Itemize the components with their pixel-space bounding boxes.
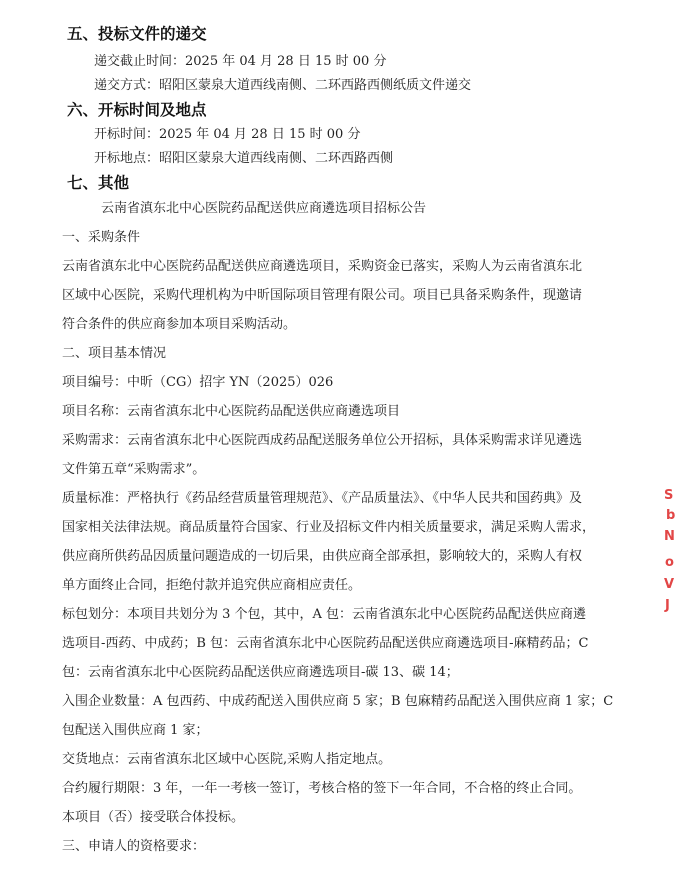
seal-fragment: N (664, 529, 675, 544)
section7-heading: 七、其他 (67, 174, 130, 192)
lot-line: 包：云南省滇东北中心医院药品配送供应商遴选项目-碳 13、碳 14； (62, 665, 459, 680)
section5-heading: 五、投标文件的递交 (67, 25, 207, 43)
conditions-line: 符合条件的供应商参加本项目采购活动。 (62, 317, 297, 332)
submission-method: 递交方式：昭阳区蒙泉大道西线南侧、二环西路西侧纸质文件递交 (94, 78, 472, 93)
lot-line: 选项目-西药、中成药；B 包：云南省滇东北中心医院药品配送供应商遴选项目-麻精药品；C (62, 636, 589, 651)
opening-time: 开标时间：2025 年 04 月 28 日 15 时 00 分 (94, 127, 361, 142)
demand-line: 文件第五章“采购需求”。 (62, 462, 206, 477)
opening-place: 开标地点：昭阳区蒙泉大道西线南侧、二环西路西侧 (94, 151, 394, 166)
qualification-heading: 三、申请人的资格要求： (62, 839, 206, 854)
section6-heading: 六、开标时间及地点 (67, 101, 207, 119)
project-name: 项目名称：云南省滇东北中心医院药品配送供应商遴选项目 (62, 404, 401, 419)
quality-line: 质量标准：严格执行《药品经营质量管理规范》、《产品质量法》、《中华人民共和国药典》及 (62, 491, 583, 506)
supplier-count-line: 包配送入围供应商 1 家； (62, 723, 209, 738)
submission-deadline: 递交截止时间：2025 年 04 月 28 日 15 时 00 分 (94, 54, 387, 69)
quality-line: 供应商所供药品因质量问题造成的一切后果，由供应商全部承担，影响较大的，采购人有权 (62, 549, 583, 564)
quality-line: 国家相关法律法规。商品质量符合国家、行业及招标文件内相关质量要求，满足采购人需求， (62, 520, 596, 535)
quality-line: 单方面终止合同，拒绝付款并追究供应商相应责任。 (62, 578, 362, 593)
supplier-count-line: 入围企业数量：A 包西药、中成药配送入围供应商 5 家；B 包麻精药品配送入围供应商 1 家；C (62, 694, 614, 709)
conditions-line: 云南省滇东北中心医院药品配送供应商遴选项目，采购资金已落实，采购人为云南省滇东北 (62, 259, 583, 274)
project-basics-heading: 二、项目基本情况 (62, 346, 167, 361)
contract-term: 合约履行期限：3 年，一年一考核一签订，考核合格的签下一年合同，不合格的终止合同。 (62, 781, 582, 796)
demand-line: 采购需求：云南省滇东北中心医院西成药品配送服务单位公开招标，具体采购需求详见遴选 (62, 433, 583, 448)
project-number: 项目编号：中昕（CG）招字 YN（2025）026 (62, 375, 334, 390)
seal-fragment: S (664, 488, 674, 503)
seal-fragment: o (665, 555, 674, 570)
consortium-note: 本项目（否）接受联合体投标。 (62, 810, 245, 825)
conditions-line: 区域中心医院，采购代理机构为中昕国际项目管理有限公司。项目已具备采购条件，现邀请 (62, 288, 583, 303)
lot-line: 标包划分：本项目共划分为 3 个包，其中，A 包：云南省滇东北中心医院药品配送供应商遴 (62, 607, 587, 622)
procurement-conditions-heading: 一、采购条件 (62, 230, 141, 245)
seal-fragment: J (665, 598, 670, 613)
notice-title: 云南省滇东北中心医院药品配送供应商遴选项目招标公告 (101, 201, 427, 216)
delivery-location: 交货地点：云南省滇东北区域中心医院,采购人指定地点。 (62, 752, 392, 767)
seal-fragment: b (666, 508, 675, 523)
seal-fragment: V (664, 577, 675, 592)
